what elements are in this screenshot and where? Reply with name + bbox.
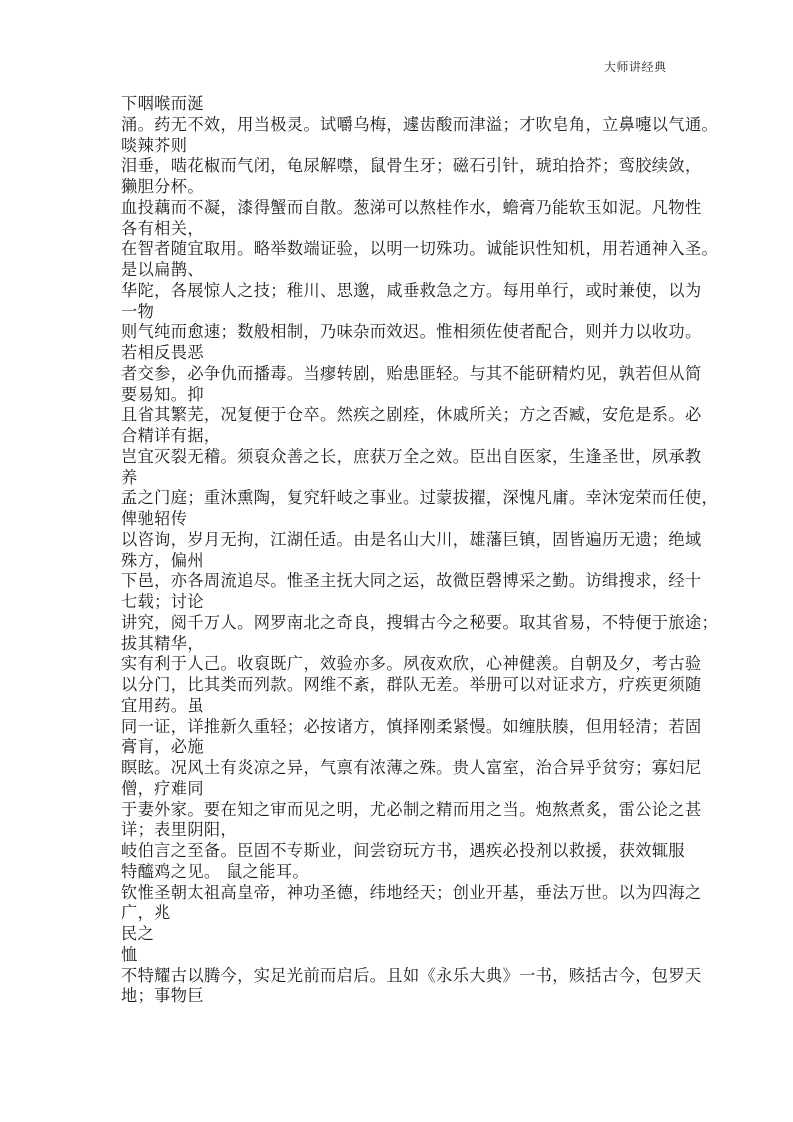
text-line: 俾驰轺传 — [121, 509, 188, 528]
text-line: 者交参，必争仇而播毒。当瘳转剧，贻患匪轻。与其不能研精灼见，孰若但从简 — [121, 363, 702, 383]
text-line: 僧，疗难同 — [121, 778, 204, 798]
text-line: 啖辣芥则 — [121, 135, 188, 155]
text-line: 宜用药。虽 — [121, 695, 204, 715]
text-line: 钦惟圣朝太祖高皇帝，神功圣德，纬地经天；创业开基，垂法万世。以为四海之 — [121, 882, 702, 902]
text-line: 膏肓，必施 — [121, 737, 204, 757]
text-line: 则气纯而愈速；数般相制，乃味杂而效迟。惟相须佐使者配合，则并力以收功。 — [121, 322, 702, 342]
text-line: 在智者随宜取用。略举数端证验，以明一切殊功。诚能识性知机，用若通神入圣。 — [121, 239, 719, 259]
text-line: 殊方，偏州 — [121, 550, 204, 570]
text-line: 养 — [121, 467, 138, 487]
text-line: 实有利于人己。收裒既广，效验亦多。夙夜欢欣，心神健羡。自朝及夕，考古验 — [121, 654, 702, 674]
text-line: 七载；讨论 — [121, 592, 204, 611]
text-line: 岐伯言之至备。臣固不专斯业，间尝窃玩方书，遇疾必投剂以救援，获效辄服 — [121, 841, 685, 860]
text-line: 下咽喉而涎 — [121, 94, 204, 113]
text-line: 同一证，详推新久重轻；必按诸方，慎择刚柔紧慢。如缠肤腠，但用轻清；若固 — [121, 716, 702, 736]
text-line: 泪垂，啮花椒而气闭，龟尿解噤，鼠骨生牙；磁石引针，琥珀拾芥；鸾胶续敛， — [121, 156, 702, 176]
text-line: 地；事物巨 — [121, 986, 204, 1006]
text-line: 华陀，各展惊人之技；稚川、思邈，咸垂救急之方。每用单行，或时兼使，以为 — [121, 280, 702, 300]
document-body — [121, 94, 719, 1007]
text-line: 若相反畏恶 — [121, 343, 204, 362]
text-line: 广，兆 — [121, 903, 171, 923]
text-line: 且省其繁芜，况复便于仓卒。然疾之剧痊，休戚所关；方之否臧，安危是系。必 — [121, 405, 702, 425]
text-line: 讲究，阅千万人。网罗南北之奇良，搜辑古今之秘要。取其省易，不特便于旅途； — [121, 612, 719, 632]
text-line: 各有相关， — [121, 218, 204, 238]
text-line: 孟之门庭；重沐熏陶，复究轩岐之事业。过蒙拔擢，深愧凡庸。幸沐宠荣而任使， — [121, 488, 719, 508]
text-line: 于妻外家。要在知之审而见之明，尤必制之精而用之当。炮熬煮炙，雷公论之甚 — [121, 799, 702, 819]
text-line: 合精详有据， — [121, 426, 221, 445]
text-line: 一物 — [121, 301, 155, 321]
text-line: 獭胆分杯。 — [121, 177, 204, 196]
text-line: 以分门，比其类而列款。网维不紊，群队无差。举册可以对证求方，疗疾更须随 — [121, 675, 702, 694]
text-line: 不特耀古以腾今，实足光前而启后。且如《永乐大典》一书，赅括古今，包罗天 — [121, 965, 702, 985]
text-line: 拔其精华， — [121, 633, 204, 653]
text-line: 民之 — [121, 924, 155, 943]
text-line: 要易知。抑 — [121, 384, 204, 404]
text-line: 以咨询，岁月无拘，江湖任适。由是名山大川，雄藩巨镇，固皆遍历无遗；绝域 — [121, 529, 702, 549]
text-line: 恤 — [121, 944, 138, 964]
text-line: 涌。药无不效，用当极灵。试嚼乌梅，遽齿酸而津溢；才吹皂角，立鼻嚏以气通。 — [121, 114, 719, 134]
text-line: 瞑眩。况风土有炎凉之异，气禀有浓薄之殊。贵人富室，治合异乎贫穷；寡妇尼 — [121, 758, 702, 777]
text-line: 详；表里阴阳， — [121, 820, 238, 840]
text-line: 特醯鸡之见。 鼠之能耳。 — [121, 861, 310, 881]
page-header-title: 大师讲经典 — [604, 60, 667, 74]
text-line: 岂宜灭裂无稽。须裒众善之长，庶获万全之效。臣出自医家，生逢圣世，夙承教 — [121, 446, 702, 466]
text-line: 下邑，亦各周流追尽。惟圣主抚大同之运，故微臣磬博采之勤。访缉搜求，经十 — [121, 571, 702, 591]
text-line: 是以扁鹊、 — [121, 260, 204, 279]
text-line: 血投藕而不凝，漆得蟹而自散。葱涕可以熬桂作水，蟾膏乃能软玉如泥。凡物性 — [121, 197, 702, 217]
